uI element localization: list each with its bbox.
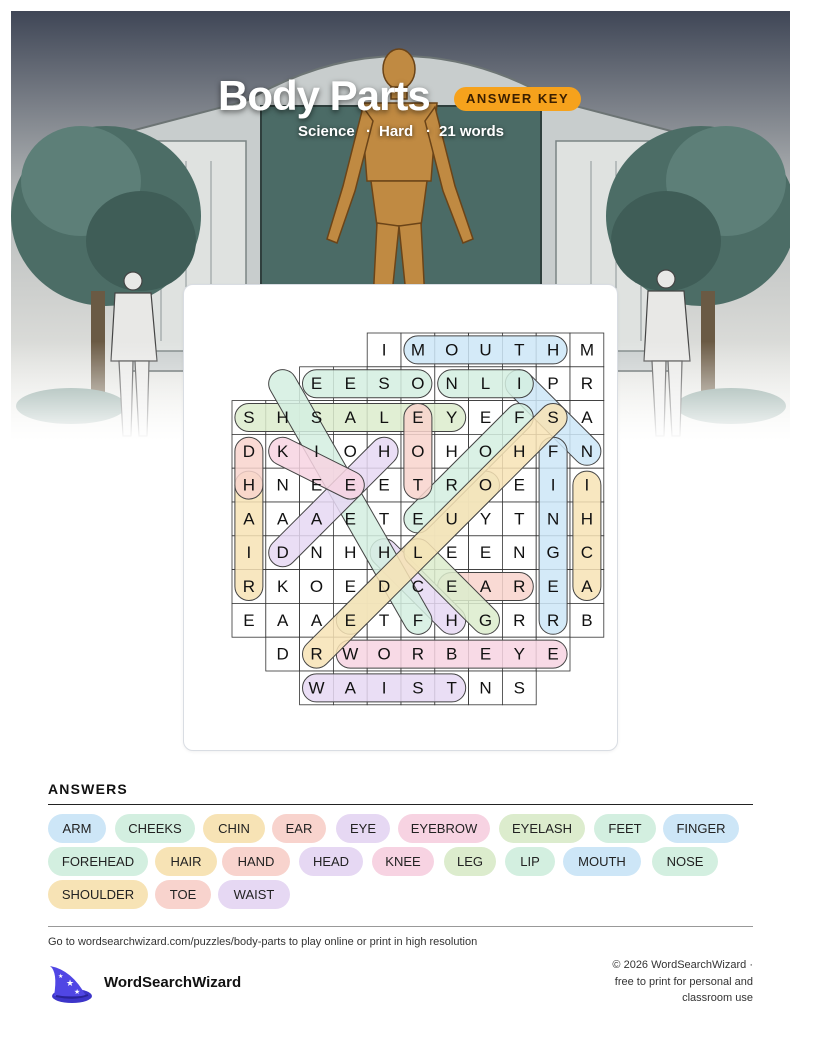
answers-heading: ANSWERS bbox=[48, 781, 128, 797]
grid-letter: Y bbox=[479, 509, 492, 529]
grid-letter: W bbox=[308, 678, 325, 698]
answer-word: EYEBROW bbox=[398, 814, 490, 843]
answer-word: EAR bbox=[272, 814, 326, 843]
svg-text:★: ★ bbox=[74, 989, 81, 996]
answer-word: ARM bbox=[48, 814, 106, 843]
grid-letter: S bbox=[513, 678, 525, 698]
grid-letter: N bbox=[445, 374, 458, 394]
grid-letter: E bbox=[344, 374, 356, 394]
grid-letter: D bbox=[276, 543, 289, 563]
footer-divider bbox=[48, 926, 753, 927]
meta-separator: · bbox=[426, 123, 431, 140]
grid-letter: F bbox=[547, 441, 559, 461]
grid-letter: A bbox=[581, 577, 593, 596]
grid-letter: E bbox=[412, 408, 424, 427]
grid-letter: H bbox=[445, 610, 458, 630]
answer-word: WAIST bbox=[218, 880, 290, 909]
grid-letter: E bbox=[479, 408, 492, 427]
grid-letter: I bbox=[314, 441, 319, 461]
grid-letter: H bbox=[513, 441, 526, 461]
grid-letter: W bbox=[342, 644, 359, 664]
grid-letter: E bbox=[479, 644, 492, 664]
grid-letter: A bbox=[310, 509, 323, 529]
grid-letter: T bbox=[446, 678, 457, 698]
grid-letter: O bbox=[377, 644, 391, 664]
grid-letter: H bbox=[242, 475, 256, 495]
answer-word: FOREHEAD bbox=[48, 847, 148, 876]
grid-letter: I bbox=[381, 678, 387, 698]
grid-letter: I bbox=[381, 340, 387, 360]
grid-letter: E bbox=[344, 577, 356, 596]
grid-letter: A bbox=[581, 408, 593, 427]
grid-letter: Y bbox=[446, 408, 458, 427]
answer-word: HAIR bbox=[155, 847, 217, 876]
answer-word: CHIN bbox=[203, 814, 265, 843]
grid-letter: H bbox=[344, 543, 357, 563]
grid-letter: A bbox=[479, 577, 492, 596]
page-title: Body Parts bbox=[218, 72, 430, 119]
grid-letter: A bbox=[344, 678, 356, 698]
answer-key-badge: ANSWER KEY bbox=[454, 87, 581, 111]
grid-letter: S bbox=[547, 408, 559, 427]
grid-letter: C bbox=[580, 543, 594, 563]
title-row bbox=[0, 72, 816, 122]
grid-letter: D bbox=[377, 577, 391, 596]
grid-letter: I bbox=[550, 475, 556, 495]
word-count-label: 21 words bbox=[439, 123, 505, 140]
grid-letter: U bbox=[479, 340, 492, 360]
grid-letter: N bbox=[276, 475, 289, 495]
grid-letter: I bbox=[584, 475, 590, 495]
wizard-hat-icon bbox=[46, 962, 94, 1011]
grid-letter: D bbox=[242, 441, 256, 461]
grid-letter: P bbox=[547, 374, 559, 394]
grid-letter: S bbox=[243, 408, 255, 427]
subject-label: Science bbox=[298, 123, 355, 140]
grid-letter: R bbox=[445, 475, 458, 495]
meta-separator: · bbox=[366, 123, 371, 140]
grid-letter: N bbox=[546, 509, 560, 529]
grid-letter: A bbox=[277, 509, 289, 529]
grid-letter: H bbox=[445, 441, 458, 461]
copyright-line: classroom use bbox=[682, 992, 753, 1004]
grid-letter: I bbox=[516, 374, 522, 394]
answer-word: FINGER bbox=[663, 814, 739, 843]
grid-letter: E bbox=[513, 475, 525, 495]
grid-letter: R bbox=[513, 577, 526, 596]
grid-letter: A bbox=[277, 610, 289, 630]
copyright-line: free to print for personal and bbox=[614, 975, 753, 988]
grid-letter: B bbox=[581, 610, 593, 630]
grid-letter: T bbox=[378, 509, 390, 529]
answer-word: EYELASH bbox=[499, 814, 585, 843]
svg-text:★: ★ bbox=[66, 978, 75, 988]
grid-letter: H bbox=[580, 509, 594, 529]
word-search-grid bbox=[184, 285, 617, 750]
grid-letter: H bbox=[276, 408, 289, 427]
grid-letter: E bbox=[344, 509, 356, 529]
grid-letter: R bbox=[513, 610, 526, 630]
grid-letter: K bbox=[277, 577, 289, 596]
copyright-text bbox=[583, 957, 753, 1007]
answer-word: HEAD bbox=[299, 847, 363, 876]
copyright-line: © 2026 WordSearchWizard · bbox=[612, 959, 753, 971]
grid-letter: E bbox=[446, 577, 458, 596]
grid-letter: A bbox=[310, 610, 323, 630]
answer-word: KNEE bbox=[372, 847, 434, 876]
brand-name: WordSearchWizard bbox=[104, 974, 242, 991]
answer-word: MOUTH bbox=[563, 847, 641, 876]
grid-letter: D bbox=[276, 644, 289, 664]
grid-letter: N bbox=[310, 543, 323, 563]
grid-letter: G bbox=[546, 543, 560, 563]
grid-letter: F bbox=[514, 408, 525, 427]
grid-letter: R bbox=[242, 577, 256, 596]
grid-letter: O bbox=[411, 374, 425, 394]
grid-letter: S bbox=[310, 408, 323, 427]
highlight-finger bbox=[539, 437, 567, 634]
grid-letter: T bbox=[378, 610, 390, 630]
grid-letter: O bbox=[411, 441, 425, 461]
grid-letter: E bbox=[446, 543, 458, 563]
answer-word: HAND bbox=[222, 847, 290, 876]
answer-word: FEET bbox=[594, 814, 656, 843]
grid-letter: E bbox=[412, 509, 424, 529]
grid-letter: N bbox=[513, 543, 526, 563]
puzzle-card bbox=[183, 284, 618, 751]
grid-letter: T bbox=[412, 475, 424, 495]
grid-letter: H bbox=[377, 543, 391, 563]
svg-text:★: ★ bbox=[58, 974, 64, 980]
grid-letter: R bbox=[580, 374, 594, 394]
grid-letter: C bbox=[411, 577, 425, 596]
grid-letter: T bbox=[514, 509, 525, 529]
grid-letter: R bbox=[546, 610, 560, 630]
grid-letter: B bbox=[446, 644, 458, 664]
grid-letter: R bbox=[411, 644, 425, 664]
answer-word: LIP bbox=[505, 847, 555, 876]
grid-letter: L bbox=[379, 408, 389, 427]
puzzle-meta bbox=[0, 123, 816, 143]
grid-letter: O bbox=[309, 577, 324, 596]
grid-letter: K bbox=[277, 441, 289, 461]
answers-divider bbox=[48, 804, 753, 805]
grid-letter: E bbox=[547, 577, 559, 596]
grid-letter: T bbox=[514, 340, 525, 360]
answer-word: SHOULDER bbox=[48, 880, 148, 909]
grid-letter: O bbox=[343, 441, 357, 461]
answer-word: TOE bbox=[155, 880, 211, 909]
answer-word: LEG bbox=[444, 847, 496, 876]
grid-letter: N bbox=[479, 678, 492, 698]
grid-letter: I bbox=[246, 543, 252, 563]
grid-letter: O bbox=[478, 475, 493, 495]
grid-letter: N bbox=[580, 441, 594, 461]
grid-letter: E bbox=[344, 475, 356, 495]
grid-letter: H bbox=[546, 340, 560, 360]
grid-letter: E bbox=[344, 610, 356, 630]
grid-letter: E bbox=[378, 475, 390, 495]
grid-letter: E bbox=[310, 475, 323, 495]
answer-word: EYE bbox=[336, 814, 390, 843]
grid-letter: L bbox=[480, 374, 491, 394]
grid-letter: Y bbox=[513, 644, 525, 664]
goto-link-text[interactable]: Go to wordsearchwizard.com/puzzles/body-parts to play online or print in high resolution bbox=[48, 936, 478, 948]
grid-letter: A bbox=[243, 509, 255, 529]
grid-letter: O bbox=[445, 340, 459, 360]
grid-letter: E bbox=[310, 374, 323, 394]
grid-letter: A bbox=[344, 408, 356, 427]
grid-letter: M bbox=[579, 340, 594, 360]
answer-word: CHEEKS bbox=[115, 814, 195, 843]
grid-letter: G bbox=[478, 610, 493, 630]
answer-word: NOSE bbox=[652, 847, 718, 876]
grid-letter: R bbox=[310, 644, 323, 664]
grid-letter: M bbox=[410, 340, 425, 360]
grid-letter: H bbox=[377, 441, 391, 461]
grid-letter: E bbox=[479, 543, 492, 563]
grid-letter: L bbox=[413, 543, 423, 563]
grid-letter: F bbox=[412, 610, 424, 630]
grid-letter: S bbox=[412, 678, 424, 698]
grid-letter: E bbox=[547, 644, 559, 664]
difficulty-label: Hard bbox=[379, 123, 414, 140]
grid-letter: O bbox=[478, 441, 493, 461]
grid-letter: E bbox=[243, 610, 255, 630]
grid-letter: U bbox=[445, 509, 458, 529]
grid-letter: S bbox=[378, 374, 390, 394]
